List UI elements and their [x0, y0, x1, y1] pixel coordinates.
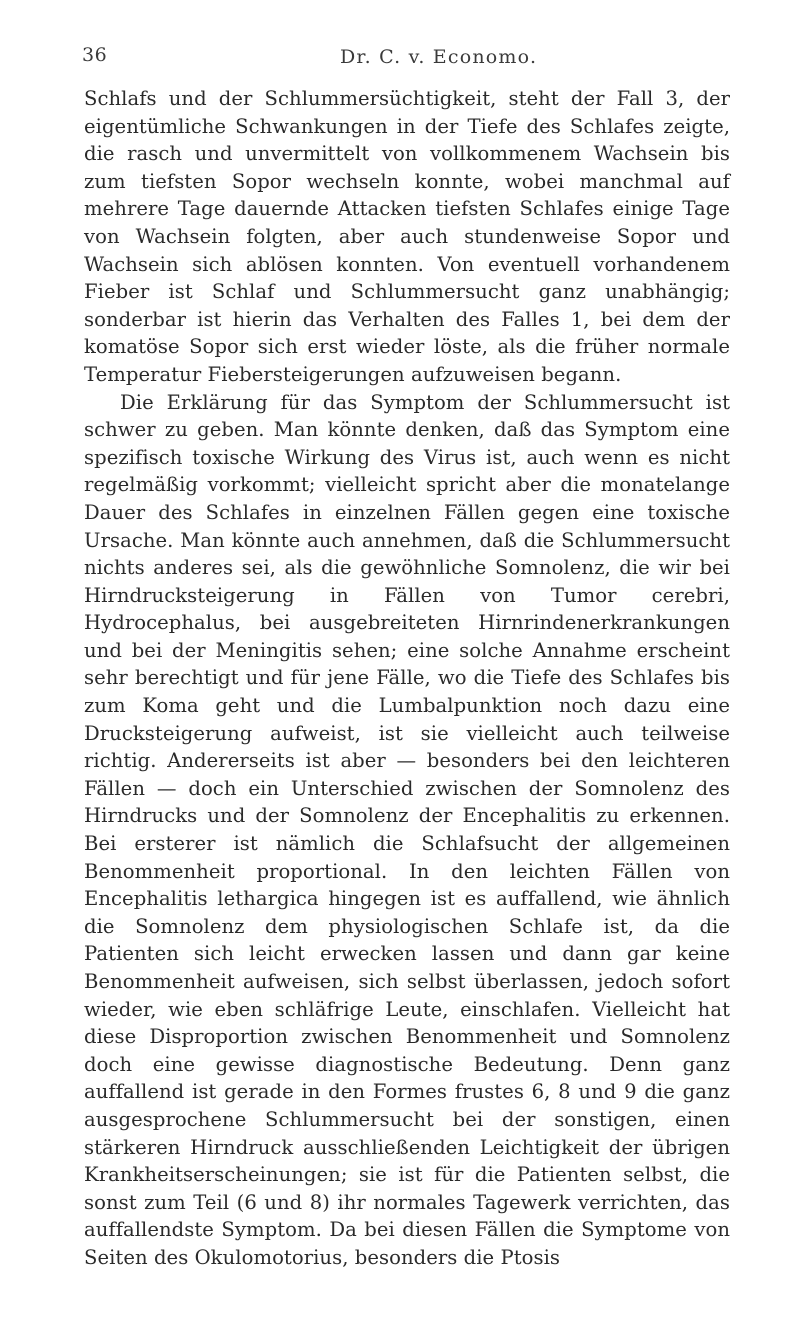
paragraph-continuation: Schlafs und der Schlummersüchtigkeit, steht der Fall 3, der eigentümliche Schwankungen in der Tiefe des Schlafes zeigte, die rasch und unvermittelt von vollkommenem Wachsein bis zum tiefsten Sopor wechseln konnte, wobei manchmal auf mehrere Tage dauernde Attacken tiefsten Schlafes einige Tage von Wachsein folgten, aber auch stundenweise Sopor und Wachsein sich ablösen konnten. Von eventuell vorhandenem Fieber ist Schlaf und Schlummersucht ganz unabhängig; sonderbar ist hierin das Verhalten des Falles 1, bei dem der komatöse Sopor sich erst wieder löste, als die früher normale Temperatur Fiebersteigerungen aufzuweisen begann. [84, 87, 730, 386]
page-number: 36 [82, 44, 108, 66]
running-head: Dr. C. v. Economo. [340, 46, 538, 68]
page-header [0, 44, 800, 74]
paragraph: Die Erklärung für das Symptom der Schlummersucht ist schwer zu geben. Man könnte denken, daß das Symptom eine spezifisch toxische Wirkung des Virus ist, auch wenn es nicht regelmäßig vorkommt; vielleicht spricht aber die monatelange Dauer des Schlafes in einzelnen Fällen gegen eine toxische Ursache. Man könnte auch annehmen, daß die Schlummersucht nichts anderes sei, als die gewöhnliche Somnolenz, die wir bei Hirndrucksteigerung in Fällen von Tumor cerebri, Hydrocephalus, bei ausgebreiteten Hirnrindenerkrankungen und bei der Meningitis sehen; eine solche Annahme erscheint sehr berechtigt und für jene Fälle, wo die Tiefe des Schlafes bis zum Koma geht und die Lumbalpunktion noch dazu eine Drucksteigerung aufweist, ist sie vielleicht auch teilweise richtig. Andererseits ist aber — besonders bei den leichteren Fällen — doch ein Unterschied zwischen der Somnolenz des Hirndrucks und der Somnolenz der Encephalitis zu erkennen. Bei ersterer ist nämlich die Schlafsucht der allgemeinen Benommenheit proportional. In den leichten Fällen von Encephalitis lethargica hingegen ist es auffallend, wie ähnlich die Somnolenz dem physiologischen Schlafe ist, da die Patienten sich leicht erwecken lassen und dann gar keine Benommenheit aufweisen, sich selbst überlassen, jedoch sofort wieder, wie eben schläfrige Leute, einschlafen. Vielleicht hat diese Disproportion zwischen Benommenheit und Somnolenz doch eine gewisse diagnostische Bedeutung. Denn ganz auffallend ist gerade in den Formes frustes 6, 8 und 9 die ganz ausgesprochene Schlummersucht bei der sonstigen, einen stärkeren Hirndruck ausschließenden Leichtigkeit der übrigen Krankheitserscheinungen; sie ist für die Patienten selbst, die sonst zum Teil (6 und 8) ihr normales Tagewerk verrichten, das auffallendste Symptom. Da bei diesen Fällen die Symptome von Seiten des Okulomotorius, besonders die Ptosis [84, 390, 730, 1269]
body-text [84, 85, 730, 1272]
